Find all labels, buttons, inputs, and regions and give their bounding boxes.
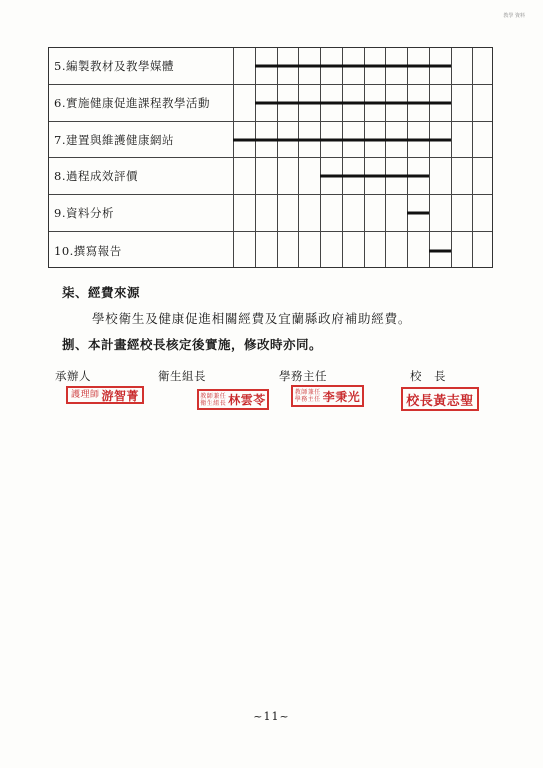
gantt-row (49, 159, 492, 196)
gantt-duration-bar (429, 249, 451, 252)
funding-text: 學校衛生及健康促進相關經費及宜蘭縣政府補助經費。 (92, 311, 412, 326)
implementation-heading: 捌、本計畫經校長核定後實施，修改時亦同。 (62, 337, 323, 352)
gantt-row (49, 122, 492, 159)
schedule-gantt-table (48, 47, 493, 268)
gantt-item-label: 8.過程成效評價 (54, 169, 138, 184)
stamp-name: 校長黃志聖 (406, 393, 474, 409)
stamp-name: 游智菁 (101, 388, 140, 403)
seal-stamp-student-affairs (291, 385, 364, 407)
seal-stamp-health-leader (197, 389, 269, 410)
page-number: ~11~ (253, 710, 290, 723)
stamp-role-line2: 學務主任 (294, 396, 321, 403)
gantt-row (49, 85, 492, 122)
signature-title-handler: 承辦人 (55, 369, 91, 383)
corner-note: 教學 資料 (503, 13, 525, 19)
funding-heading: 柒、經費來源 (62, 285, 141, 300)
gantt-duration-bar (255, 101, 451, 104)
gantt-item-label: 9.資料分析 (54, 206, 114, 221)
gantt-item-label: 10.撰寫報告 (54, 243, 122, 258)
stamp-role: 護理師 (70, 390, 100, 400)
gantt-item-label: 7.建置與維護健康網站 (54, 132, 174, 147)
stamp-role-line1: 教師兼任 (200, 392, 227, 400)
gantt-duration-bar (233, 138, 451, 141)
signature-title-student-affairs: 學務主任 (279, 369, 327, 383)
signature-title-health-leader: 衛生組長 (158, 369, 206, 383)
gantt-duration-bar (407, 212, 429, 215)
gantt-row (49, 232, 492, 269)
seal-stamp-principal (401, 387, 479, 411)
stamp-role-line1: 教師兼任 (294, 389, 321, 396)
seal-stamp-handler (66, 386, 144, 404)
stamp-role-line2: 衛生組長 (200, 399, 227, 407)
stamp-name: 林雲苓 (228, 393, 266, 407)
gantt-item-label: 5.編製教材及教學媒體 (54, 58, 174, 73)
gantt-item-label: 6.實施健康促進課程教學活動 (54, 95, 210, 110)
gantt-row (49, 48, 492, 85)
gantt-duration-bar (255, 64, 451, 67)
gantt-row (49, 195, 492, 232)
signature-title-principal: 校 長 (410, 369, 446, 383)
stamp-name: 李秉光 (322, 389, 361, 404)
gantt-duration-bar (320, 175, 429, 178)
